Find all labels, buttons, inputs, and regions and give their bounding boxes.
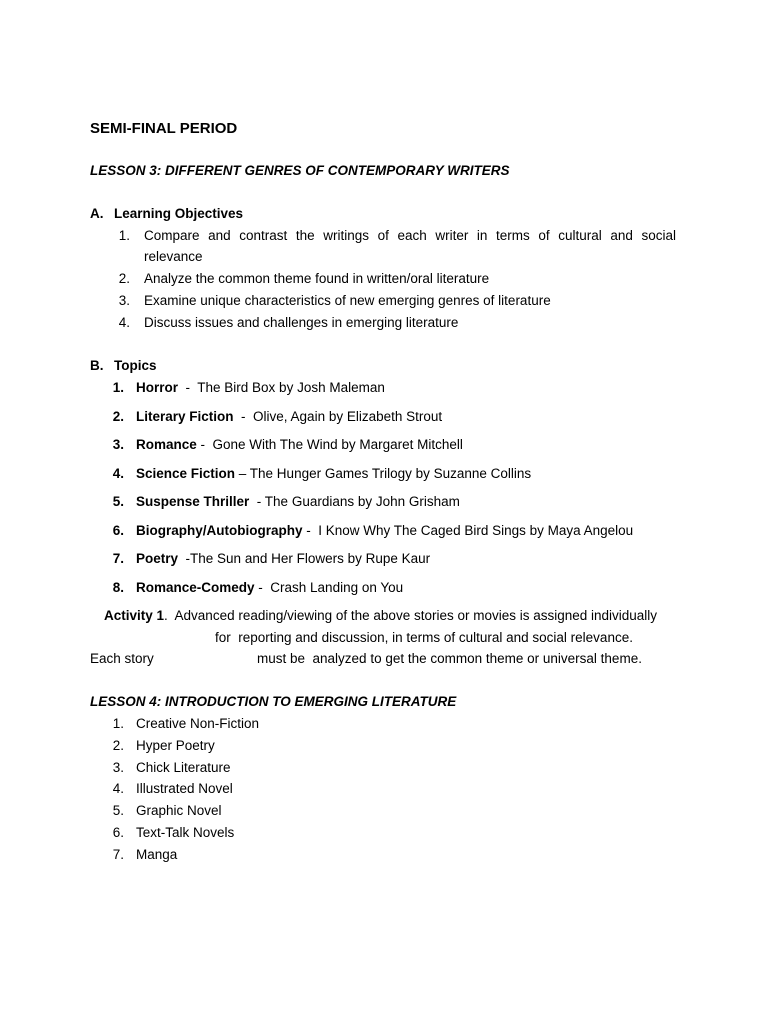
lesson-4-heading: LESSON 4: INTRODUCTION TO EMERGING LITERATURE bbox=[90, 694, 457, 709]
topic-genre: Science Fiction bbox=[136, 466, 236, 481]
topic-genre: Literary Fiction bbox=[136, 409, 234, 424]
lesson-3-heading: LESSON 3: DIFFERENT GENRES OF CONTEMPORARY WRITERS bbox=[90, 163, 510, 178]
topic-genre: Romance bbox=[136, 437, 197, 452]
topic-genre: Poetry bbox=[136, 551, 179, 566]
activity-paragraph bbox=[104, 608, 657, 623]
topic-title: - The Bird Box by Josh Maleman bbox=[178, 380, 385, 395]
topic-genre: Suspense Thriller bbox=[136, 494, 250, 509]
topic-title: - Gone With The Wind by Margaret Mitchell bbox=[196, 437, 463, 452]
activity-text-line1: . Advanced reading/viewing of the above stories or movies is assigned individually bbox=[164, 608, 658, 623]
objective-text: Examine unique characteristics of new emerging genres of literature bbox=[144, 293, 551, 308]
section-b-label: Topics bbox=[114, 358, 157, 373]
section-b-marker: B. bbox=[90, 358, 104, 373]
page-title: SEMI-FINAL PERIOD bbox=[90, 120, 238, 137]
activity-text-line3b: must be analyzed to get the common theme or universal theme. bbox=[257, 651, 642, 666]
objective-text-continuation: relevance bbox=[144, 249, 203, 264]
section-a-marker: A. bbox=[90, 206, 104, 221]
topic-title: – The Hunger Games Trilogy by Suzanne Collins bbox=[235, 466, 532, 481]
topic-genre: Romance-Comedy bbox=[136, 580, 255, 595]
objective-text: Discuss issues and challenges in emerging literature bbox=[144, 315, 459, 330]
topic-title: - Olive, Again by Elizabeth Strout bbox=[233, 409, 443, 424]
objective-text: Compare and contrast the writings of each writer in terms of cultural and social bbox=[144, 228, 676, 243]
objective-text: Analyze the common theme found in written/oral literature bbox=[144, 271, 490, 286]
activity-label: Activity 1 bbox=[104, 608, 165, 623]
activity-text-line3a: Each story bbox=[90, 651, 154, 666]
topic-genre: Biography/Autobiography bbox=[136, 523, 303, 538]
topic-genre: Horror bbox=[136, 380, 179, 395]
document-page: SEMI-FINAL PERIOD LESSON 3: DIFFERENT GENRES OF CONTEMPORARY WRITERS A. Learning Objectives 1. Compare and contrast the writings of each writer in terms of cultural and social relevance 2. Analyze the common theme found in written/oral literature 3. Examine unique characteristics of new emerging genres of literature 4. Discuss issues and challenges in emerging literature B. Topics 1. Horror - The Bird Box by Josh Maleman 2. Literary Fiction - Olive, Again by Elizabeth Strout 3. Romance - Gone With The Wind by Margaret Mitchell 4. Science Fiction – The Hunger Games Trilogy by Suzanne Collins 5. Suspense Thriller - The Guardians by John Grisham 6. Biography/Autobiography - I Know Why The Caged Bird Sings by Maya Angelou 7. Poetry -The Sun and Her Flowers by Rupe Kaur 8. Romance-Comedy - Crash Landing on You Activity 1. Advanced reading/viewing of the above stories or movies is assigned individually for reporting and discussion, in terms of cultural and social relevance. Each story must be analyzed to get the common theme or universal theme. LESSON 4: INTRODUCTION TO EMERGING LITERATURE 1. Creative Non-Fiction 2. Hyper Poetry 3. Chick Literature 4. Illustrated Novel 5. Graphic Novel 6. Text-Talk Novels 7. Manga bbox=[90, 120, 676, 862]
topic-title: - I Know Why The Caged Bird Sings by Maya Angelou bbox=[302, 523, 634, 538]
topic-title: -The Sun and Her Flowers by Rupe Kaur bbox=[178, 551, 431, 566]
topic-title: - Crash Landing on You bbox=[254, 580, 404, 595]
section-a-label: Learning Objectives bbox=[114, 206, 244, 221]
topic-title: - The Guardians by John Grisham bbox=[249, 494, 460, 509]
activity-text-line2: for reporting and discussion, in terms of cultural and social relevance. bbox=[215, 630, 633, 645]
